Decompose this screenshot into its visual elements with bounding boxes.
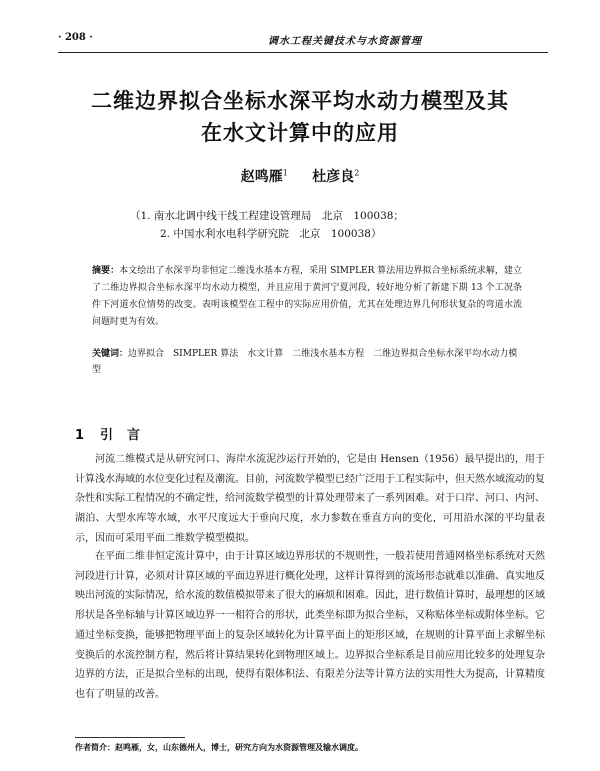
author-footnote: 作者简介：赵鸣雁，女，山东德州人，博士，研究方向为水资源管理及输水调度。	[75, 742, 363, 752]
affiliation-1: （1. 南水北调中线干线工程建设管理局 北京 100038；	[130, 210, 404, 222]
page-number: · 208 ·	[58, 32, 93, 43]
author-1-affil-mark: 1	[282, 168, 288, 178]
footnote-rule	[75, 737, 185, 738]
abstract	[92, 263, 522, 331]
author-1: 赵鸣雁	[240, 169, 283, 185]
paper-title	[40, 85, 560, 149]
abstract-label: 摘要：	[92, 266, 120, 276]
section-number: 1	[75, 428, 85, 443]
keywords-text: 边界拟合 SIMPLER 算法 水文计算 二维浅水基本方程 二维边界拟合坐标水深平均水动力模型	[92, 349, 518, 375]
author-2: 杜彦良	[312, 169, 355, 185]
abstract-text: 本文绘出了水深平均非恒定二维浅水基本方程，采用 SIMPLER 算法用边界拟合坐标系统求解，建立了二维边界拟合坐标水深平均水动力模型，并且应用于黄河宁夏河段，较好地分析了新建下期 13 个工况条件下河道水位情势的改变。表明该模型在工程中的实际应用价值，尤其在处理边界几何形状复杂的弯道水流问题时更为有效。	[92, 266, 522, 327]
page-header	[58, 32, 554, 48]
body-paragraph-1: 河流二维模式是从研究河口、海岸水流泥沙运行开始的，它是由 Hensen（1956）最早提出的，用于计算浅水海域的水位变化过程及潮流。目前，河流数学模型已经广泛用于工程实际中，但天然水域流动的复杂性和实际工程情况的不确定性，给河流数学模型的计算处理带来了一系列困难。对于口岸、河口、内河、湖泊、大型水库等水域，水平尺度远大于垂向尺度，水力参数在垂直方向的变化，可用沿水深的平均量表示，因而可采用平面二维数学模型模拟。	[75, 454, 545, 544]
keywords	[92, 346, 522, 378]
keywords-label: 关键词：	[92, 349, 129, 359]
affiliations	[130, 207, 404, 243]
author-2-affil-mark: 2	[354, 168, 360, 178]
authors	[0, 166, 600, 186]
title-line-2: 在水文计算中的应用	[201, 121, 399, 145]
affiliation-2: 2. 中国水利水电科学研究院 北京 100038）	[160, 228, 382, 240]
running-title: 调水工程关键技术与水资源管理	[268, 36, 422, 47]
section-title: 引言	[100, 428, 155, 443]
title-line-1: 二维边界拟合坐标水深平均水动力模型及其	[91, 89, 509, 113]
section-heading	[75, 424, 154, 443]
body-paragraph-2: 在平面二维非恒定流计算中，由于计算区域边界形状的不规则性，一般若使用普通网格坐标系统对天然河段进行计算，必须对计算区域的平面边界进行概化处理，这样计算得到的流场形态就难以准确、真实地反映出河流的实际情况，给水流的数值模拟带来了很大的麻烦和困难。因此，进行数值计算时，最理想的区域形状是各坐标轴与计算区域边界一一相符合的形状，此类坐标即为拟合坐标，又称贴体坐标或附体坐标。它通过坐标变换，能够把物理平面上的复杂区域转化为计算平面上的矩形区域，在规则的计算平面上求解坐标变换后的水流控制方程，然后将计算结果转化到物理区域上。边界拟合坐标系是目前应用比较多的处理复杂边界的方法，正是拟合坐标的出现，使得有限体积法、有限差分法等计算方法的实用性大为提高，计算精度也有了明显的改善。	[75, 551, 545, 700]
header-rule	[58, 52, 548, 53]
